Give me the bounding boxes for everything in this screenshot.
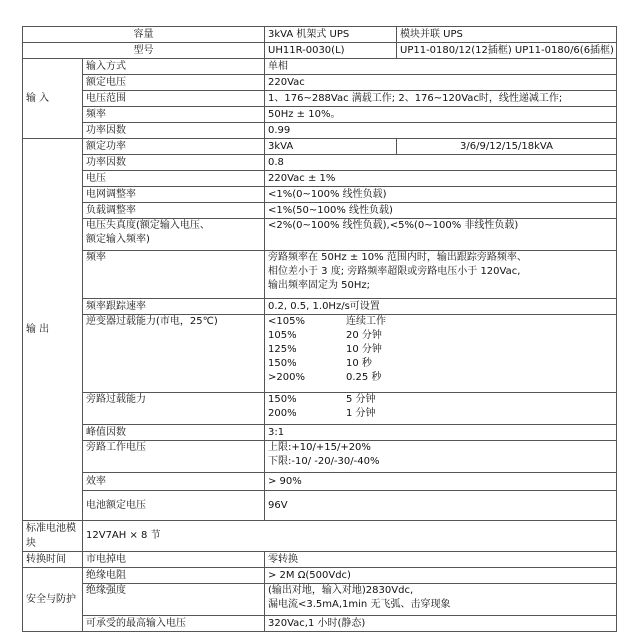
rated-power-rack: 3kVA: [265, 139, 397, 155]
input-range-value: 1、176~288Vac 满载工作; 2、176~120Vac时，线性递减工作;: [265, 91, 617, 107]
input-voltage-value: 220Vac: [265, 75, 617, 91]
strength-line1: (输出对地，输入对地)2830Vdc,: [268, 585, 414, 596]
strength-line2: 漏电流<3.5mA,1min 无飞弧、击穿现象: [268, 599, 451, 610]
model-modular: UP11-0180/12(12插框) UP11-0180/6(6插框): [397, 43, 617, 59]
input-mode-label: 输入方式: [83, 59, 265, 75]
input-freq-value: 50Hz ± 10%。: [265, 107, 617, 123]
capacity-modular: 模块并联 UPS: [397, 27, 617, 43]
input-range-label: 电压范围: [83, 91, 265, 107]
rated-power-label: 额定功率: [83, 139, 265, 155]
input-freq-label: 频率: [83, 107, 265, 123]
line-reg-value: <1%(0~100% 线性负载): [265, 187, 617, 203]
bypass-voltage-lower: 下限:-10/ -20/-30/-40%: [268, 456, 380, 467]
transfer-value: 零转换: [265, 552, 617, 568]
bypass-overload-label: 旁路过载能力: [83, 393, 265, 425]
capacity-rack: 3kVA 机架式 UPS: [265, 27, 397, 43]
ups-spec-table: [22, 26, 617, 632]
input-pf-value: 0.99: [265, 123, 617, 139]
bypass-overload-list: [265, 393, 617, 425]
transfer-sub-label: 市电掉电: [83, 552, 265, 568]
battery-rated-label: 电池额定电压: [83, 491, 265, 521]
distortion-label: [83, 219, 265, 251]
output-voltage-value: 220Vac ± 1%: [265, 171, 617, 187]
transfer-time-label: 转换时间: [23, 552, 83, 568]
overload-row: >200% 0.25 秒: [268, 372, 382, 383]
input-pf-label: 功率因数: [83, 123, 265, 139]
slew-value: 0.2, 0.5, 1.0Hz/s可设置: [265, 299, 617, 315]
input-section-label: 输 入: [23, 59, 83, 139]
distortion-label-line1: 电压失真度(额定输入电压、: [86, 220, 210, 231]
line-reg-label: 电网调整率: [83, 187, 265, 203]
insulation-value: > 2M Ω(500Vdc): [265, 568, 617, 584]
overload-row: <105% 连续工作: [268, 316, 386, 327]
bypass-voltage-value: [265, 441, 617, 473]
max-input-label: 可承受的最高输入电压: [83, 616, 265, 632]
bypass-voltage-upper: 上限:+10/+15/+20%: [268, 442, 371, 453]
crest-label: 峰值因数: [83, 425, 265, 441]
overload-row: 125% 10 分钟: [268, 344, 382, 355]
capacity-label: 容量: [23, 27, 265, 43]
insulation-label: 绝缘电阻: [83, 568, 265, 584]
input-voltage-label: 额定电压: [83, 75, 265, 91]
overload-row: 105% 20 分钟: [268, 330, 382, 341]
output-pf-label: 功率因数: [83, 155, 265, 171]
efficiency-label: 效率: [83, 473, 265, 491]
inverter-overload-label: 逆变器过载能力(市电，25℃): [83, 315, 265, 393]
rated-power-modular: 3/6/9/12/15/18kVA: [397, 139, 617, 155]
overload-row: 150% 5 分钟: [268, 394, 376, 405]
max-input-value: 320Vac,1 小时(静态): [265, 616, 617, 632]
strength-value: [265, 584, 617, 616]
safety-section-label: 安全与防护: [23, 568, 83, 632]
output-freq-label: 频率: [83, 251, 265, 299]
distortion-label-line2: 额定输入频率): [86, 234, 150, 245]
input-mode-value: 单相: [265, 59, 617, 75]
efficiency-value: > 90%: [265, 473, 617, 491]
battery-module-label: 标准电池模块: [23, 521, 83, 552]
output-freq-line2: 相位差小于 3 度; 旁路频率超限或旁路电压小于 120Vac,: [268, 266, 521, 277]
slew-label: 频率跟踪速率: [83, 299, 265, 315]
overload-row: 200% 1 分钟: [268, 408, 376, 419]
crest-value: 3:1: [265, 425, 617, 441]
load-reg-label: 负载调整率: [83, 203, 265, 219]
battery-module-value: 12V7AH × 8 节: [83, 521, 617, 552]
output-section-label: 输 出: [23, 139, 83, 521]
bypass-voltage-label: 旁路工作电压: [83, 441, 265, 473]
output-pf-value: 0.8: [265, 155, 617, 171]
output-voltage-label: 电压: [83, 171, 265, 187]
inverter-overload-list: [265, 315, 617, 393]
output-freq-value: [265, 251, 617, 299]
output-freq-line1: 旁路频率在 50Hz ± 10% 范围内时，输出跟踪旁路频率、: [268, 252, 527, 263]
model-label: 型号: [23, 43, 265, 59]
distortion-value: <2%(0~100% 线性负载),<5%(0~100% 非线性负载): [265, 219, 617, 251]
model-rack: UH11R-0030(L): [265, 43, 397, 59]
load-reg-value: <1%(50~100% 线性负载): [265, 203, 617, 219]
output-freq-line3: 输出频率固定为 50Hz;: [268, 280, 371, 291]
battery-rated-value: 96V: [265, 491, 617, 521]
overload-row: 150% 10 秒: [268, 358, 372, 369]
strength-label: 绝缘强度: [83, 584, 265, 616]
